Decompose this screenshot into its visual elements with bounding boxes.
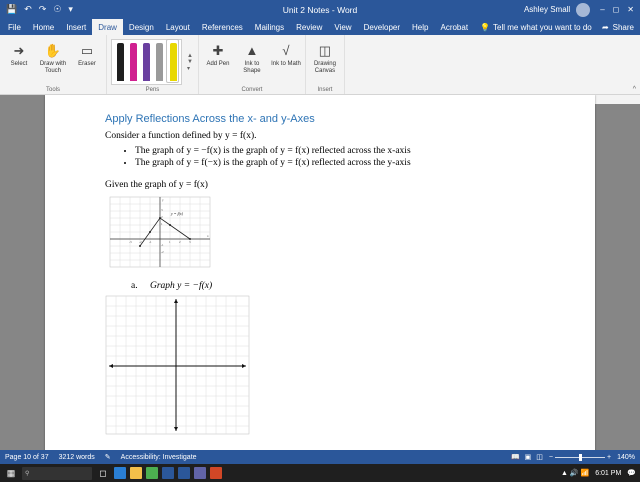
group-label-convert: Convert <box>241 87 263 93</box>
zoom-in-button[interactable]: + <box>607 453 612 461</box>
quick-access-toolbar[interactable] <box>0 5 73 14</box>
ribbon-tabs[interactable] <box>0 19 640 35</box>
add-pen-label: Add Pen <box>206 61 230 67</box>
svg-text:-1: -1 <box>149 240 152 244</box>
list-item: • The graph of y = f(−x) is the graph of y = f(x) reflected across the y-axis <box>135 158 555 168</box>
draw-with-touch-button[interactable] <box>38 39 68 75</box>
zoom-out-button[interactable]: − <box>548 453 553 461</box>
ribbon <box>0 35 640 95</box>
start-button[interactable]: ▦ <box>6 467 16 478</box>
window-title: Unit 2 Notes - Word <box>282 4 358 15</box>
curve-label: y = f(x) <box>171 211 184 216</box>
customize-qat-icon[interactable]: ▾ <box>68 4 73 14</box>
tab-view[interactable]: View <box>334 22 352 32</box>
chrome-icon[interactable] <box>146 467 158 479</box>
pen-black[interactable] <box>114 43 127 83</box>
collapse-ribbon-icon[interactable]: ^ <box>632 86 636 93</box>
edge-icon[interactable] <box>114 467 126 479</box>
svg-text:1: 1 <box>161 222 163 226</box>
lightbulb-icon: 💡 <box>480 22 491 32</box>
explorer-icon[interactable] <box>130 467 142 479</box>
share-icon[interactable]: ➦ <box>601 22 609 32</box>
tab-developer[interactable]: Developer <box>363 22 401 32</box>
given-line: Given the graph of y = f(x) <box>105 180 208 190</box>
pen-yellow-highlighter[interactable] <box>166 39 179 83</box>
restore-button[interactable]: ◻ <box>612 5 620 14</box>
group-label-insert: Insert <box>317 87 333 93</box>
tell-me-label: Tell me what you want to do <box>493 22 592 32</box>
word-count[interactable]: 3212 words <box>58 453 95 461</box>
svg-text:-2: -2 <box>139 240 142 244</box>
drawing-canvas-icon: ◫ <box>318 42 332 58</box>
svg-text:3: 3 <box>161 208 163 212</box>
ink-to-math-label: Ink to Math <box>271 61 301 67</box>
drawing-canvas-button[interactable] <box>310 39 340 75</box>
page-title: Apply Reflections Across the x- and y-Axes <box>105 113 315 125</box>
eraser-button[interactable] <box>72 39 102 68</box>
svg-text:1: 1 <box>169 240 171 244</box>
tab-references[interactable]: References <box>201 22 243 32</box>
tell-me-box[interactable] <box>474 19 598 35</box>
list-item: • The graph of y = −f(x) is the graph of y = f(x) reflected across the x-axis <box>135 146 555 156</box>
eraser-label: Eraser <box>78 61 96 67</box>
document-page[interactable] <box>45 95 595 450</box>
select-label: Select <box>10 61 28 67</box>
svg-text:-2: -2 <box>161 250 164 254</box>
drawing-canvas-label: Drawing Canvas <box>313 61 336 74</box>
select-arrow-icon: ➜ <box>13 42 25 58</box>
accessibility-status[interactable]: Accessibility: Investigate <box>120 453 197 461</box>
zoom-level[interactable]: 140% <box>617 453 635 461</box>
add-pen-button[interactable] <box>203 39 233 68</box>
svg-text:-3: -3 <box>129 240 132 244</box>
save-icon[interactable]: 💾 <box>6 4 18 14</box>
ink-to-shape-button[interactable] <box>237 39 267 75</box>
tab-file[interactable]: File <box>8 22 21 32</box>
status-bar <box>0 450 640 464</box>
notifications-icon[interactable]: 💬 <box>627 470 636 477</box>
pen-gallery-scroll[interactable]: ▲ ▼ ▾ <box>187 52 193 72</box>
tab-help[interactable]: Help <box>412 22 429 32</box>
outlook-icon[interactable] <box>162 467 174 479</box>
ribbon-group-insert <box>306 35 345 94</box>
graph-answer-blank[interactable] <box>105 295 555 437</box>
bullet-list <box>105 146 555 168</box>
group-label-pens: Pens <box>145 87 160 93</box>
title-bar <box>0 0 640 19</box>
system-tray-icons[interactable]: ▲ 🔊 📶 <box>560 470 590 477</box>
intro-paragraph: Consider a function defined by y = f(x). <box>105 131 257 141</box>
zoom-slider[interactable] <box>549 454 611 461</box>
redo-icon[interactable]: ↷ <box>38 4 47 14</box>
proofing-icon[interactable]: ✎ <box>104 454 111 461</box>
tab-acrobat[interactable]: Acrobat <box>440 22 469 32</box>
svg-text:-1: -1 <box>161 243 164 247</box>
teams-icon[interactable] <box>194 467 206 479</box>
question-a-label: a. <box>131 281 138 291</box>
ink-to-shape-icon: ▲ <box>245 42 259 58</box>
minimize-button[interactable]: – <box>600 5 605 14</box>
pen-gray[interactable] <box>153 43 166 83</box>
tab-layout[interactable]: Layout <box>165 22 190 32</box>
ribbon-group-pens <box>107 35 199 94</box>
powerpoint-icon[interactable] <box>210 467 222 479</box>
print-layout-icon[interactable]: ▣ <box>524 454 532 461</box>
document-area[interactable] <box>0 95 640 450</box>
add-pen-icon: ✚ <box>212 42 224 58</box>
svg-text:x: x <box>207 234 209 238</box>
clock[interactable]: 6:01 PM <box>595 469 622 477</box>
share-label[interactable]: Share <box>612 22 634 32</box>
select-button[interactable] <box>4 39 34 68</box>
account-name: Ashley Small <box>523 5 571 14</box>
web-layout-icon[interactable]: ◫ <box>536 454 543 461</box>
group-label-tools: Tools <box>45 87 60 93</box>
question-a <box>131 281 555 291</box>
taskbar[interactable] <box>0 464 640 482</box>
search-input[interactable] <box>22 467 92 480</box>
undo-icon[interactable]: ↶ <box>24 4 32 14</box>
ribbon-group-tools <box>0 35 107 94</box>
tab-design[interactable]: Design <box>128 22 154 32</box>
question-a-text: Graph y = −f(x) <box>149 281 213 291</box>
ribbon-group-convert <box>199 35 306 94</box>
svg-text:y: y <box>162 198 164 202</box>
search-icon: ⚲ <box>25 470 30 477</box>
ink-to-shape-label: Ink to Shape <box>243 61 261 74</box>
task-view-icon[interactable]: ◻ <box>99 467 107 478</box>
svg-text:2: 2 <box>179 240 181 244</box>
tab-draw[interactable]: Draw <box>92 19 123 35</box>
pen-gallery[interactable] <box>111 39 182 85</box>
zoom-track[interactable] <box>555 457 605 458</box>
ink-to-math-button[interactable] <box>271 39 301 68</box>
svg-text:2: 2 <box>161 215 163 219</box>
pen-pink[interactable] <box>127 43 140 83</box>
touch-mode-icon[interactable]: ☉ <box>53 4 62 14</box>
zoom-thumb[interactable] <box>579 454 582 461</box>
word-icon[interactable] <box>178 467 190 479</box>
read-mode-icon[interactable]: 📖 <box>510 454 520 461</box>
hand-touch-icon: ✋ <box>44 42 62 58</box>
svg-text:3: 3 <box>189 240 191 244</box>
close-button[interactable]: ✕ <box>627 5 634 14</box>
draw-with-touch-label: Draw with Touch <box>39 61 67 74</box>
tab-home[interactable]: Home <box>32 22 55 32</box>
avatar[interactable] <box>576 3 590 17</box>
eraser-icon: ▭ <box>80 42 94 58</box>
tab-insert[interactable]: Insert <box>66 22 87 32</box>
ink-to-math-icon: √ <box>282 42 290 58</box>
tab-mailings[interactable]: Mailings <box>254 22 285 32</box>
tab-review[interactable]: Review <box>296 22 323 32</box>
page-indicator[interactable]: Page 10 of 37 <box>5 453 49 461</box>
pen-purple[interactable] <box>140 43 153 83</box>
graph-given-fx[interactable] <box>105 196 555 273</box>
